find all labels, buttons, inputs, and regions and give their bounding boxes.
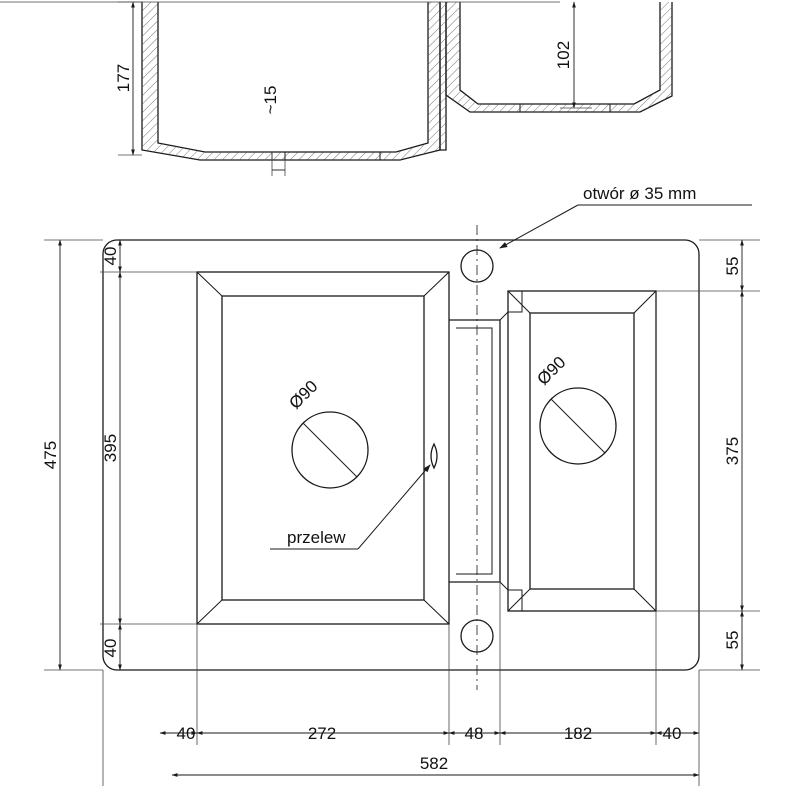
hole-leader-line xyxy=(500,205,578,248)
bottom-dimension-group xyxy=(103,582,699,786)
left-bowl-inner xyxy=(222,296,424,600)
dim-375-text: 375 xyxy=(723,436,742,466)
dim-475-text: 475 xyxy=(41,440,60,470)
left-bowl-outer xyxy=(197,272,449,624)
left-bowl-bevel-tl xyxy=(197,272,222,296)
center-channel-inner xyxy=(456,328,492,574)
right-drain-diameter-line xyxy=(551,399,605,453)
overflow-label: przelew xyxy=(287,528,346,547)
left-bowl-bevel-tr xyxy=(424,272,449,296)
section-left-bowl-hatch xyxy=(142,2,440,160)
dim-395-text: 395 xyxy=(101,433,120,463)
dim-272-text: 272 xyxy=(307,724,337,743)
dim-55-bottom-text: 55 xyxy=(723,630,742,650)
left-bowl-bevel-bl xyxy=(197,600,222,624)
hole-label: otwór ø 35 mm xyxy=(583,184,697,203)
section-left-bowl-outer xyxy=(142,2,440,160)
right-bowl-bevel-tl xyxy=(508,291,530,313)
center-channel-step-top xyxy=(500,291,522,320)
right-bowl-bevel-bl xyxy=(508,589,530,611)
right-drain-label: Ø90 xyxy=(533,352,570,389)
right-dimension-group xyxy=(656,240,760,670)
dim-40-left-text: 40 xyxy=(176,724,196,743)
left-dimension-group xyxy=(41,240,197,670)
dim-40-top-text: 40 xyxy=(101,246,120,266)
dim-40-bottom-text: 40 xyxy=(101,638,120,658)
section-view xyxy=(0,2,672,176)
left-drain-diameter-line xyxy=(303,423,357,477)
overflow-slot xyxy=(431,444,437,468)
dim-182-text: 182 xyxy=(563,724,593,743)
left-bowl-bevel-br xyxy=(424,600,449,624)
dim-55-top-text: 55 xyxy=(723,256,742,276)
right-bowl-bevel-br xyxy=(634,589,656,611)
right-bowl-inner xyxy=(530,313,634,589)
dim-15-text: ~15 xyxy=(261,85,280,115)
dim-177-text: 177 xyxy=(114,63,133,93)
dim-582-text: 582 xyxy=(419,754,449,773)
plan-view xyxy=(103,184,752,690)
center-channel-step-bottom xyxy=(500,582,522,611)
dim-40-right-text: 40 xyxy=(662,724,682,743)
right-bowl-bevel-tr xyxy=(634,291,656,313)
section-divider-hatch xyxy=(440,2,446,150)
overflow-leader-line xyxy=(358,465,430,549)
left-drain-label: Ø90 xyxy=(285,376,322,413)
sink-outline xyxy=(103,240,699,670)
section-left-bowl-inner xyxy=(158,2,428,152)
dim-48-text: 48 xyxy=(464,724,484,743)
dim-102-text: 102 xyxy=(554,40,573,70)
